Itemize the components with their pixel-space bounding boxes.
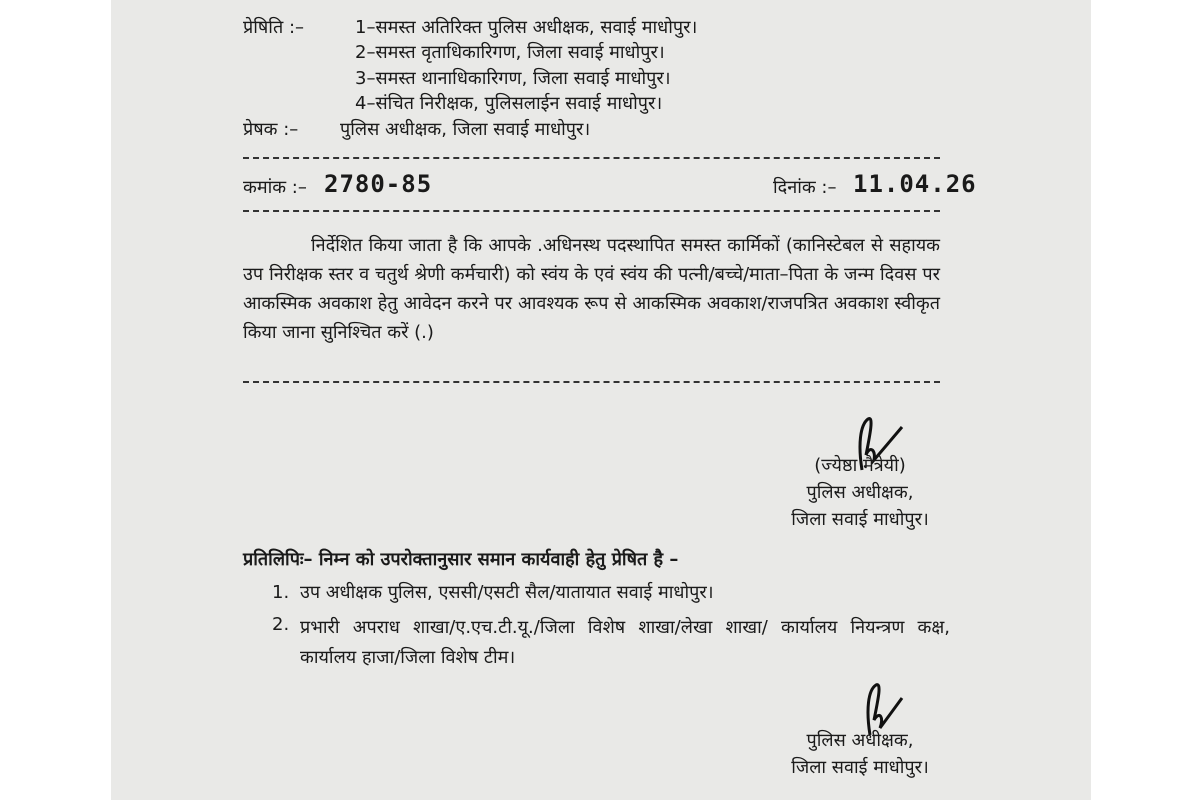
copy-item-text: उप अधीक्षक पुलिस, एससी/एसटी सैल/यातायात सवाई माधोपुर। — [300, 582, 714, 603]
date-value: 11.04.26 — [853, 170, 977, 198]
copy-item-num: 2. — [272, 614, 290, 635]
to-item: 1–समस्त अतिरिक्त पुलिस अधीक्षक, सवाई माधोपुर। — [355, 17, 698, 38]
to-item: 3–समस्त थानाधिकारिगण, जिला सवाई माधोपुर। — [355, 68, 671, 89]
signatory-designation: पुलिस अधीक्षक, — [806, 482, 914, 503]
divider — [243, 210, 940, 212]
date-label: दिनांक :– — [773, 177, 837, 198]
signatory-name: (ज्येष्ठा मैत्रेयी) — [814, 455, 906, 476]
signature-block-2 — [760, 727, 960, 781]
from-value: पुलिस अधीक्षक, जिला सवाई माधोपुर। — [340, 119, 591, 140]
body-text: निर्देशित किया जाता है कि आपके .अधिनस्थ पदस्थापित समस्त कार्मिकों (कानिस्टेबल से सहायक उप निरीक्षक स्तर व चतुर्थ श्रेणी कर्मचारी) को स्वंय के एवं स्वंय की पत्नी/बच्चे/माता–पिता के जन्म दिवस पर आकस्मिक अवकाश हेतु आवेदन करने पर आवश्यक रूप से आकस्मिक अवकाश/राजपत्रित अवकाश स्वीकृत किया जाना सुनिश्चित करें (.) — [243, 235, 940, 343]
ref-number-label: कमांक :– — [243, 177, 307, 198]
ref-number-value: 2780-85 — [324, 170, 433, 198]
divider — [243, 381, 940, 383]
signatory-location: जिला सवाई माधोपुर। — [791, 757, 929, 778]
body-paragraph — [243, 231, 940, 347]
divider — [243, 157, 940, 159]
signature-block-1 — [760, 452, 960, 533]
signatory-location: जिला सवाई माधोपुर। — [791, 509, 929, 530]
to-label: प्रेषिति :– — [243, 17, 305, 38]
copy-heading: प्रतिलिपिः– निम्न को उपरोक्तानुसार समान कार्यवाही हेतु प्रेषित है – — [243, 549, 679, 570]
signatory-designation: पुलिस अधीक्षक, — [806, 730, 914, 751]
to-item: 2–समस्त वृताधिकारिगण, जिला सवाई माधोपुर। — [355, 42, 665, 63]
copy-item-num: 1. — [272, 582, 290, 603]
copy-item-text: प्रभारी अपराध शाखा/ए.एच.टी.यू./जिला विशेष शाखा/लेखा शाखा/ कार्यालय नियन्त्रण कक्ष, कार्यालय हाजा/जिला विशेष टीम। — [300, 617, 950, 668]
from-label: प्रेषक :– — [243, 119, 299, 140]
to-item: 4–संचित निरीक्षक, पुलिसलाईन सवाई माधोपुर। — [355, 93, 663, 114]
